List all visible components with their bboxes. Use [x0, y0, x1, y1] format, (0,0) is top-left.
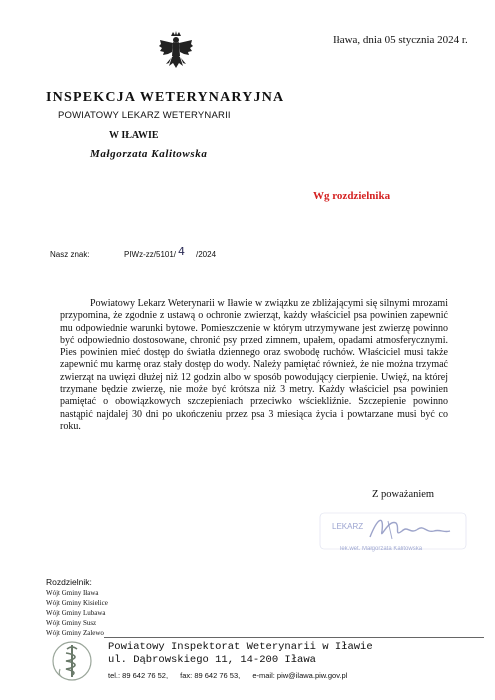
reference-label: Nasz znak: [50, 250, 90, 259]
closing-phrase: Z poważaniem [372, 489, 435, 500]
footer-email[interactable]: e-mail: piw@ilawa.piw.gov.pl [252, 671, 348, 680]
letter-date: Iława, dnia 05 stycznia 2024 r. [333, 34, 468, 46]
distribution-item: Wójt Gminy Susz [46, 619, 97, 627]
footer-address: ul. Dąbrowskiego 11, 14-200 Iława [108, 654, 316, 666]
reference-handwritten-number: 4 [178, 245, 185, 258]
distribution-item: Wójt Gminy Iława [46, 589, 99, 597]
recipient-label: Wg rozdzielnika [313, 190, 391, 202]
stamp-text: LEKARZ [332, 522, 364, 531]
office-name: POWIATOWY LEKARZ WETERYNARII [58, 110, 231, 121]
distribution-item: Wójt Gminy Lubawa [46, 609, 106, 617]
veterinary-caduceus-logo-icon [50, 639, 94, 683]
stamp-small-text: lek.wet. Małgorzata Kalitowska [340, 546, 423, 552]
footer-divider [104, 637, 484, 638]
office-city: W IŁAWIE [109, 130, 159, 141]
reference-year: /2024 [196, 250, 217, 259]
footer-tel: tel.: 89 642 76 52, [108, 671, 169, 680]
footer-institution: Powiatowy Inspektorat Weterynarii w Iławie [108, 641, 373, 653]
distribution-item: Wójt Gminy Zalewo [46, 629, 104, 637]
eagle-emblem-icon [158, 30, 194, 80]
footer-contact [108, 671, 357, 680]
distribution-list [46, 588, 108, 638]
officer-name: Małgorzata Kalitowska [90, 148, 208, 160]
distribution-title: Rozdzielnik: [46, 577, 92, 587]
organization-title: INSPEKCJA WETERYNARYJNA [46, 90, 285, 105]
distribution-item: Wójt Gminy Kisielice [46, 599, 108, 607]
footer-fax: fax: 89 642 76 53, [180, 671, 241, 680]
letter-body: Powiatowy Lekarz Weterynarii w Iławie w związku ze zbliżającymi się silnymi mrozami przypomina, że zgodnie z ustawą o ochronie zwierząt, każdy właściciel psa powinien zapewnić mu odpowiednie warunki bytowe. Pomieszczenie w którym utrzymywane jest zwierzę powinno być odpowiednio dostosowane, chronić psy przed zimnem, upałem, opadami atmosferycznymi. Pies powinien mieć dostęp do światła dziennego oraz swobodę ruchów. Właściciel musi także zapewnić mu karmę oraz stały dostęp do wody. Należy pamiętać również, że nie można trzymać zwierząt na uwięzi dłużej niż 12 godzin albo w sposób powodujący cierpienie. Uwięź, na której trzymane będzie zwierzę, nie może być krótsza niż 3 metry. Każdy właściciel psa powinien pamiętać o obowiązkowych szczepieniach przeciwko wściekliźnie. Szczepienie powinno nastąpić najdalej 30 dni po ukończeniu przez psa 3 miesiąca życia i powtarzane musi być co roku. [60, 298, 448, 432]
reference-prefix: PIWz-zz/5101/ [124, 250, 177, 259]
